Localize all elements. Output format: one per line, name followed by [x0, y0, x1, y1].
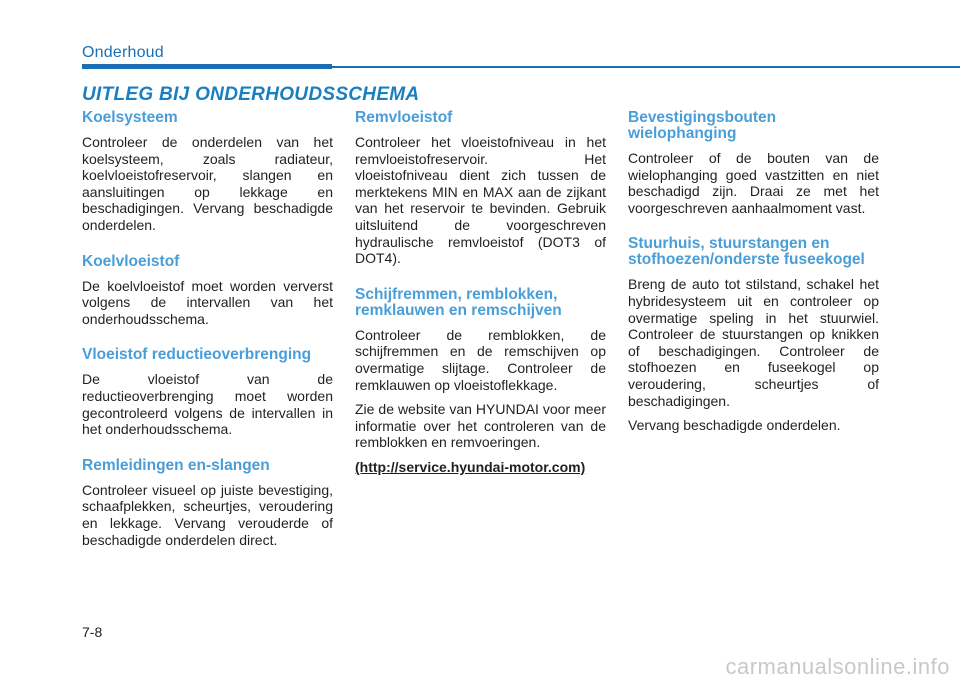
page-title: UITLEG BIJ ONDERHOUDSSCHEMA: [82, 84, 420, 105]
column-1: [82, 110, 333, 548]
column-3: [628, 110, 879, 434]
header-section-label: Onderhoud: [82, 44, 164, 61]
section-paragraph: De koelvloeistof moet worden ververst volgens de intervallen van het onderhoudsschema.: [82, 277, 333, 327]
section-heading: Koelsysteem: [82, 109, 178, 126]
header-rule-thin: [332, 66, 960, 68]
section-heading: Stuurhuis, stuurstangen en stofhoezen/onderste fuseekogel: [628, 235, 865, 269]
section-paragraph: Controleer of de bouten van de wielophanging goed vastzitten en niet beschadigd zijn. Draai ze met het voorgeschreven aanhaalmoment vast.: [628, 150, 879, 216]
section-paragraph: Breng de auto tot stilstand, schakel het hybridesysteem uit en controleer op overmatige speling in het stuurwiel. Controleer de stuurstangen op knikken of beschadigingen. Controleer de stofhoezen en fuseekogel op veroudering, scheurtjes of beschadigingen.: [628, 276, 879, 409]
section-paragraph: Vervang beschadigde onderdelen.: [628, 417, 841, 434]
section-paragraph: Controleer de onderdelen van het koelsysteem, zoals radiateur, koelvloeistofreservoir, slangen en aansluitingen op lekkage en beschadigingen. Vervang beschadigde onderdelen.: [82, 134, 333, 233]
section-paragraph: Controleer visueel op juiste bevestiging, schaafplekken, scheurtjes, veroudering en lekkage. Vervang verouderde of beschadigde onderdelen direct.: [82, 481, 333, 548]
column-2: [355, 110, 606, 475]
section-paragraph: Controleer de remblokken, de schijfremmen en de remschijven op overmatige slijtage. Controleer de remklauwen op vloeistoflekkage.: [355, 326, 606, 393]
header-rule-thick: [82, 64, 332, 69]
section-paragraph: Zie de website van HYUNDAI voor meer informatie over het controleren van de remblokken en remvoeringen.: [355, 401, 606, 451]
section-heading: Koelvloeistof: [82, 252, 180, 270]
section-heading: Schijfremmen, remblokken, remklauwen en remschijven: [355, 285, 562, 319]
section-heading: Vloeistof reductieoverbrenging: [82, 346, 312, 364]
service-website-link[interactable]: (http://service.hyundai-motor.com): [355, 458, 586, 475]
section-heading: Bevestigingsbouten wielophanging: [628, 109, 777, 142]
watermark: carmanualsonline.info: [725, 654, 950, 679]
section-paragraph: Controleer het vloeistofniveau in het remvloeistofreservoir. Het vloeistofniveau dient zich tussen de merktekens MIN en MAX aan de zijkant van het reservoir te bevinden. Gebruik uitsluitend de voorgeschreven hydraulische remvloeistof (DOT3 of DOT4).: [355, 134, 606, 267]
section-heading: Remleidingen en-slangen: [82, 456, 270, 474]
section-paragraph: De vloeistof van de reductieoverbrenging moet worden gecontroleerd volgens de intervallen in het onderhoudsschema.: [82, 371, 333, 438]
page-number: 7-8: [82, 624, 103, 640]
section-heading: Remvloeistof: [355, 109, 453, 126]
